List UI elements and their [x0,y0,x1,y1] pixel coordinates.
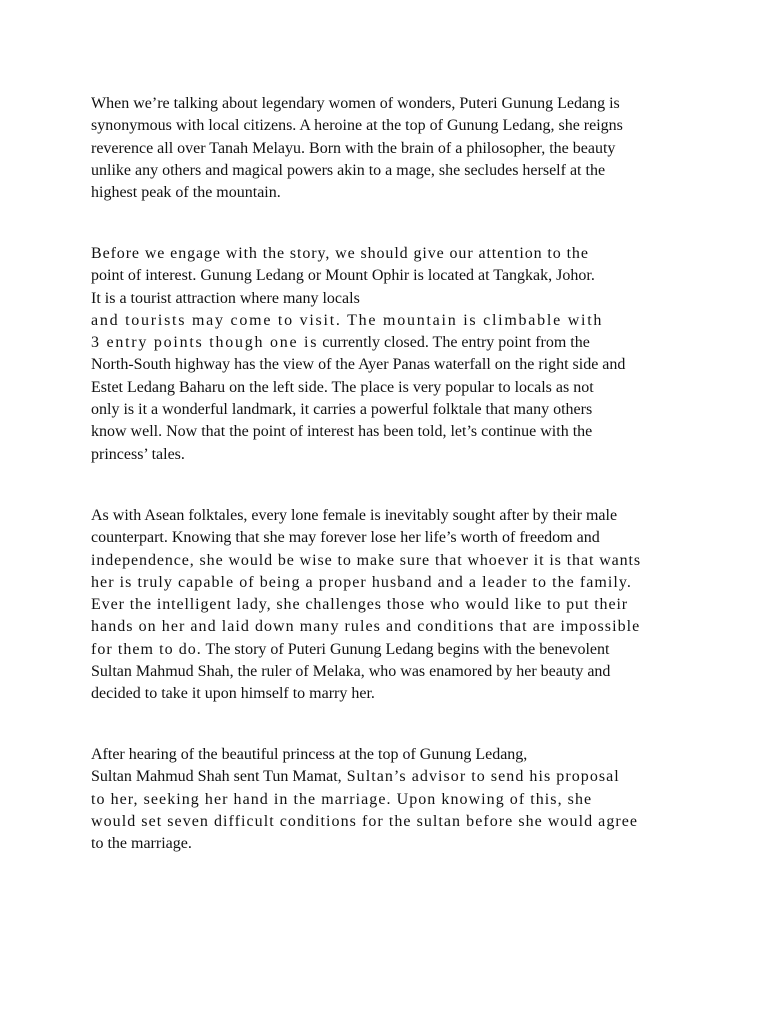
text-run-spaced: Sultan’s advisor to send his proposal [341,768,620,786]
text-line: hands on her and laid down many rules and conditions that are impossible [91,618,641,636]
text-run-spaced: for them to do. [91,640,202,658]
text-line: After hearing of the beautiful princess at the top of Gunung Ledang, [91,746,528,763]
text-line: would set seven difficult conditions for the sultan before she would agree [91,812,639,830]
paragraph-puteri-intro [91,93,691,204]
text-line: princess’ tales. [91,445,185,463]
text-line: highest peak of the mountain. [91,184,281,202]
text-line: and tourists may come to visit. The mountain is climbable with [91,311,604,329]
text-run: The story of Puteri Gunung Ledang begins with the benevolent [201,640,610,658]
text-line: unlike any others and magical powers akin to a mage, she secludes herself at the [91,161,606,179]
text-line: only is it a wonderful landmark, it carries a powerful folktale that many others [91,401,593,419]
text-line: When we’re talking about legendary women of wonders, Puteri Gunung Ledang is [91,95,620,112]
text-line: It is a tourist attraction where many locals [91,289,360,307]
text-line: counterpart. Knowing that she may forever lose her life’s worth of freedom and [91,529,600,547]
paragraph-sultan-proposal [91,744,691,855]
text-line: Sultan Mahmud Shah, the ruler of Melaka, who was enamored by her beauty and [91,663,611,681]
text-line: Before we engage with the story, we should give our attention to the [91,245,589,262]
text-line [91,332,691,354]
text-line: point of interest. Gunung Ledang or Mount Ophir is located at Tangkak, Johor. [91,267,595,285]
text-line: Ever the intelligent lady, she challenges those who would like to put their [91,596,629,614]
text-line: to her, seeking her hand in the marriage. Upon knowing of this, she [91,790,593,808]
text-run-spaced: 3 entry points though one is [91,334,319,352]
text-line [91,639,691,661]
paragraph-asean-folktales [91,505,691,706]
text-line: her is truly capable of being a proper husband and a leader to the family. [91,573,632,591]
text-run: currently closed. The entry point from the [318,334,590,352]
text-run: Sultan Mahmud Shah sent Tun Mamat, [91,768,342,786]
text-line: As with Asean folktales, every lone female is inevitably sought after by their male [91,507,618,524]
text-line: synonymous with local citizens. A heroine at the top of Gunung Ledang, she reigns [91,117,623,135]
paragraph-point-of-interest [91,243,691,466]
text-line: independence, she would be wise to make sure that whoever it is that wants [91,551,642,569]
text-line: decided to take it upon himself to marry her. [91,685,375,703]
text-line: North-South highway has the view of the Ayer Panas waterfall on the right side and [91,356,626,374]
text-line: to the marriage. [91,835,192,853]
text-line: know well. Now that the point of interest has been told, let’s continue with the [91,423,593,441]
text-line: Estet Ledang Baharu on the left side. The place is very popular to locals as not [91,378,594,396]
text-line: reverence all over Tanah Melayu. Born with the brain of a philosopher, the beauty [91,139,616,157]
text-line [91,766,691,788]
